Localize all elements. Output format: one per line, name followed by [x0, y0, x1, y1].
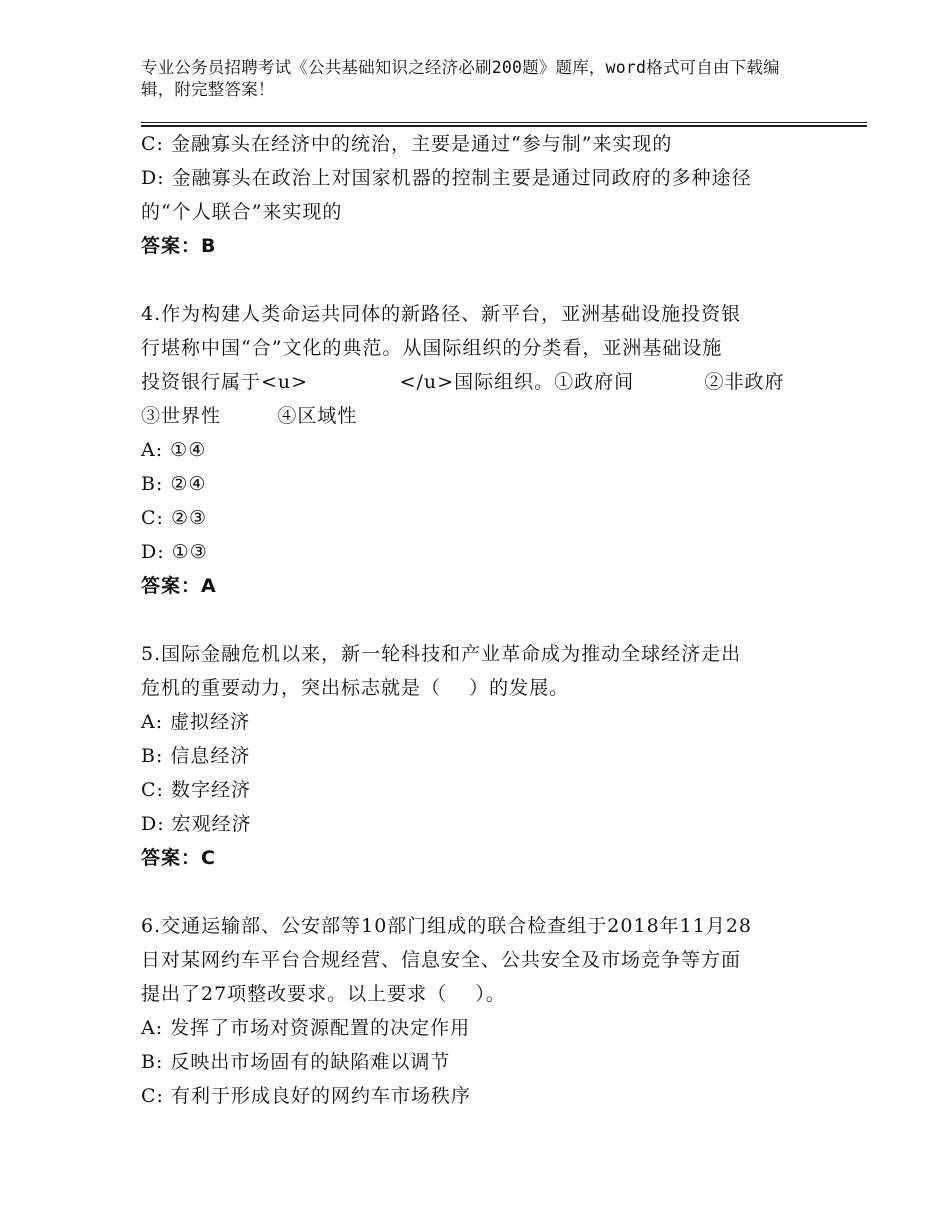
question-4	[141, 297, 811, 603]
option-d: D: ①③	[141, 541, 208, 563]
answer-line: 答案：A	[141, 575, 217, 597]
option-a: A: 发挥了市场对资源配置的决定作用	[141, 1017, 471, 1039]
document-body	[141, 127, 811, 1113]
option-b: B: ②④	[141, 473, 207, 495]
document-header: 专业公务员招聘考试《公共基础知识之经济必刷200题》题库，word格式可自由下载编辑，附完整答案！	[141, 58, 780, 99]
option-c: C: 有利于形成良好的网约车市场秩序	[141, 1085, 471, 1107]
option-c: C: 数字经济	[141, 779, 251, 801]
question-5	[141, 637, 811, 875]
answer-line: 答案：B	[141, 235, 217, 257]
option-a: A: 虚拟经济	[141, 711, 251, 733]
option-d-line-2: 的“个人联合”来实现的	[141, 201, 343, 223]
question-text-line-2: 行堪称中国“合”文化的典范。从国际组织的分类看，亚洲基础设施	[141, 337, 723, 359]
question-text-line-3: 提出了27项整改要求。以上要求（ ）。	[141, 983, 506, 1005]
option-c: C: ②③	[141, 507, 208, 529]
question-text-line-1: 5.国际金融危机以来，新一轮科技和产业革命成为推动全球经济走出	[141, 643, 742, 665]
option-b: B: 反映出市场固有的缺陷难以调节	[141, 1051, 451, 1073]
question-text-line-1: 4.作为构建人类命运共同体的新路径、新平台，亚洲基础设施投资银	[141, 303, 742, 325]
option-b: B: 信息经济	[141, 745, 251, 767]
header-rule-thin	[141, 122, 867, 123]
question-6	[141, 909, 811, 1113]
option-c: C: 金融寡头在经济中的统治，主要是通过“参与制”来实现的	[141, 133, 673, 155]
option-d-line-1: D: 金融寡头在政治上对国家机器的控制主要是通过同政府的多种途径	[141, 167, 752, 189]
question-text-line-1: 6.交通运输部、公安部等10部门组成的联合检查组于2018年11月28	[141, 915, 753, 937]
question-text-line-2: 危机的重要动力，突出标志就是（ ）的发展。	[141, 677, 570, 699]
question-3-tail	[141, 127, 811, 263]
question-text-line-2: 日对某网约车平台合规经营、信息安全、公共安全及市场竞争等方面	[141, 949, 742, 971]
question-text-line-3: 投资银行属于<u> </u>国际组织。①政府间 ②非政府	[141, 371, 785, 393]
question-text-line-4: ③世界性 ④区域性	[141, 405, 358, 427]
option-d: D: 宏观经济	[141, 813, 252, 835]
option-a: A: ①④	[141, 439, 207, 461]
answer-line: 答案：C	[141, 847, 216, 869]
